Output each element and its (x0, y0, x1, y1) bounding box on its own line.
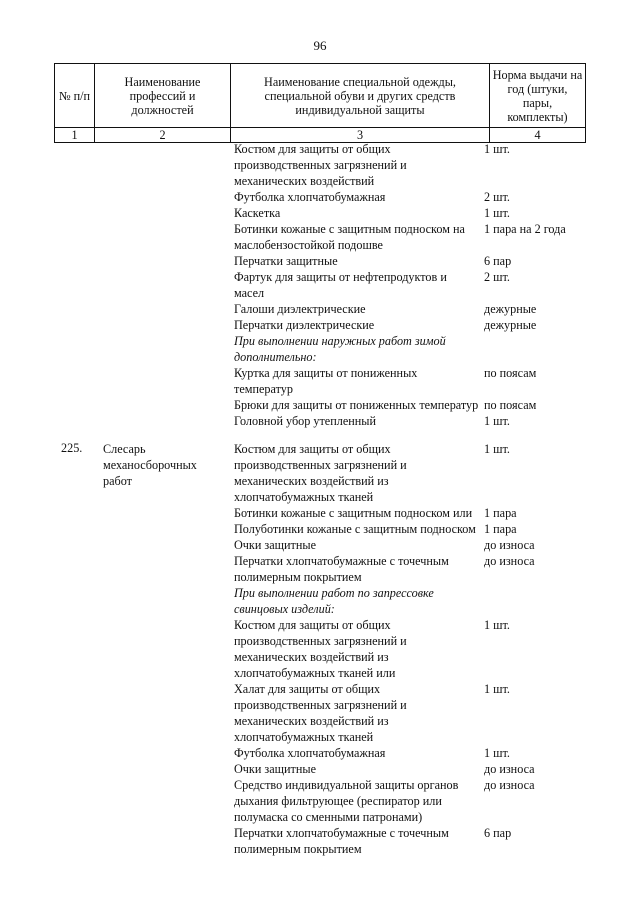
list-item (0, 825, 640, 857)
item-name: Ботинки кожаные с защитным подноском или (234, 506, 473, 520)
list-item (0, 253, 640, 269)
item-norm: по поясам (484, 398, 537, 412)
profession-name: Слесарь механосборочных работ (103, 442, 197, 488)
item-norm: 1 шт. (484, 206, 510, 220)
list-item (0, 301, 640, 317)
header-col-norm: Норма выдачи на год (штуки, пары, комплекты) (490, 64, 586, 128)
section-note: При выполнении работ по запрессовке свинцовых изделий: (234, 586, 434, 616)
item-name: Футболка хлопчатобумажная (234, 746, 386, 760)
header-num-4: 4 (490, 128, 586, 143)
item-name: Костюм для защиты от общих производственных загрязнений и механических воздействий из хлопчатобумажных тканей (234, 442, 407, 504)
header-num-2: 2 (95, 128, 231, 143)
list-item (0, 777, 640, 825)
header-col-number: № п/п (55, 64, 95, 128)
item-name: Полуботинки кожаные с защитным подноском (234, 522, 476, 536)
item-norm: до износа (484, 778, 535, 792)
list-item (0, 205, 640, 221)
header-num-3: 3 (231, 128, 490, 143)
item-norm: 1 пара на 2 года (484, 222, 566, 236)
list-item (0, 745, 640, 761)
item-norm: 6 пар (484, 826, 512, 840)
list-item (0, 617, 640, 681)
item-name: Халат для защиты от общих производственных загрязнений и механических воздействий из хлопчатобумажных тканей (234, 682, 407, 744)
item-name: Перчатки хлопчатобумажные с точечным полимерным покрытием (234, 554, 449, 584)
item-name: Каскетка (234, 206, 281, 220)
item-name: Очки защитные (234, 762, 316, 776)
list-item (0, 269, 640, 301)
item-name: Перчатки хлопчатобумажные с точечным полимерным покрытием (234, 826, 449, 856)
item-name: Очки защитные (234, 538, 316, 552)
list-item (0, 505, 640, 521)
list-item (0, 553, 640, 585)
item-norm: по поясам (484, 366, 537, 380)
list-item (0, 681, 640, 745)
item-norm: 1 шт. (484, 142, 510, 156)
item-norm: дежурные (484, 302, 537, 316)
header-num-1: 1 (55, 128, 95, 143)
item-name: Перчатки диэлектрические (234, 318, 375, 332)
continuation-block (0, 141, 640, 429)
item-name: Головной убор утепленный (234, 414, 376, 428)
item-name: Футболка хлопчатобумажная (234, 190, 386, 204)
item-norm: 1 шт. (484, 746, 510, 760)
section-note: При выполнении наружных работ зимой дополнительно: (234, 334, 446, 364)
item-name: Брюки для защиты от пониженных температур (234, 398, 479, 412)
item-norm: до износа (484, 762, 535, 776)
item-name: Галоши диэлектрические (234, 302, 366, 316)
item-norm: 2 шт. (484, 190, 510, 204)
list-item (0, 333, 640, 365)
list-item (0, 521, 640, 537)
list-item (0, 441, 640, 505)
item-norm: 1 шт. (484, 442, 510, 456)
item-norm: 1 шт. (484, 618, 510, 632)
item-norm: 2 шт. (484, 270, 510, 284)
item-name: Костюм для защиты от общих производственных загрязнений и механических воздействий из хлопчатобумажных тканей или (234, 618, 407, 680)
item-name: Фартук для защиты от нефтепродуктов и масел (234, 270, 447, 300)
item-norm: 1 пара (484, 506, 517, 520)
header-col-profession: Наименование профессий и должностей (95, 64, 231, 128)
list-item (0, 537, 640, 553)
page-number: 96 (313, 38, 327, 53)
header-col-item: Наименование специальной одежды, специальной обуви и других средств индивидуальной защиты (231, 64, 490, 128)
table-body (0, 141, 640, 857)
list-item (0, 761, 640, 777)
item-norm: дежурные (484, 318, 537, 332)
item-norm: до износа (484, 538, 535, 552)
list-item (0, 413, 640, 429)
item-norm: 1 пара (484, 522, 517, 536)
list-item (0, 221, 640, 253)
item-norm: 6 пар (484, 254, 512, 268)
item-name: Средство индивидуальной защиты органов дыхания фильтрующее (респиратор или полумаска со сменными патронами) (234, 778, 459, 824)
list-item (0, 141, 640, 189)
entry-225 (0, 441, 640, 857)
item-name: Куртка для защиты от пониженных температур (234, 366, 418, 396)
table-header (54, 63, 586, 143)
list-item (0, 317, 640, 333)
item-norm: 1 шт. (484, 414, 510, 428)
item-norm: 1 шт. (484, 682, 510, 696)
list-item (0, 365, 640, 397)
list-item (0, 397, 640, 413)
list-item (0, 189, 640, 205)
list-item (0, 585, 640, 617)
item-name: Костюм для защиты от общих производственных загрязнений и механических воздействий (234, 142, 407, 188)
entry-number: 225. (61, 441, 83, 455)
entry-items (0, 441, 640, 857)
item-name: Ботинки кожаные с защитным подноском на маслобензостойкой подошве (234, 222, 465, 252)
item-norm: до износа (484, 554, 535, 568)
item-name: Перчатки защитные (234, 254, 338, 268)
